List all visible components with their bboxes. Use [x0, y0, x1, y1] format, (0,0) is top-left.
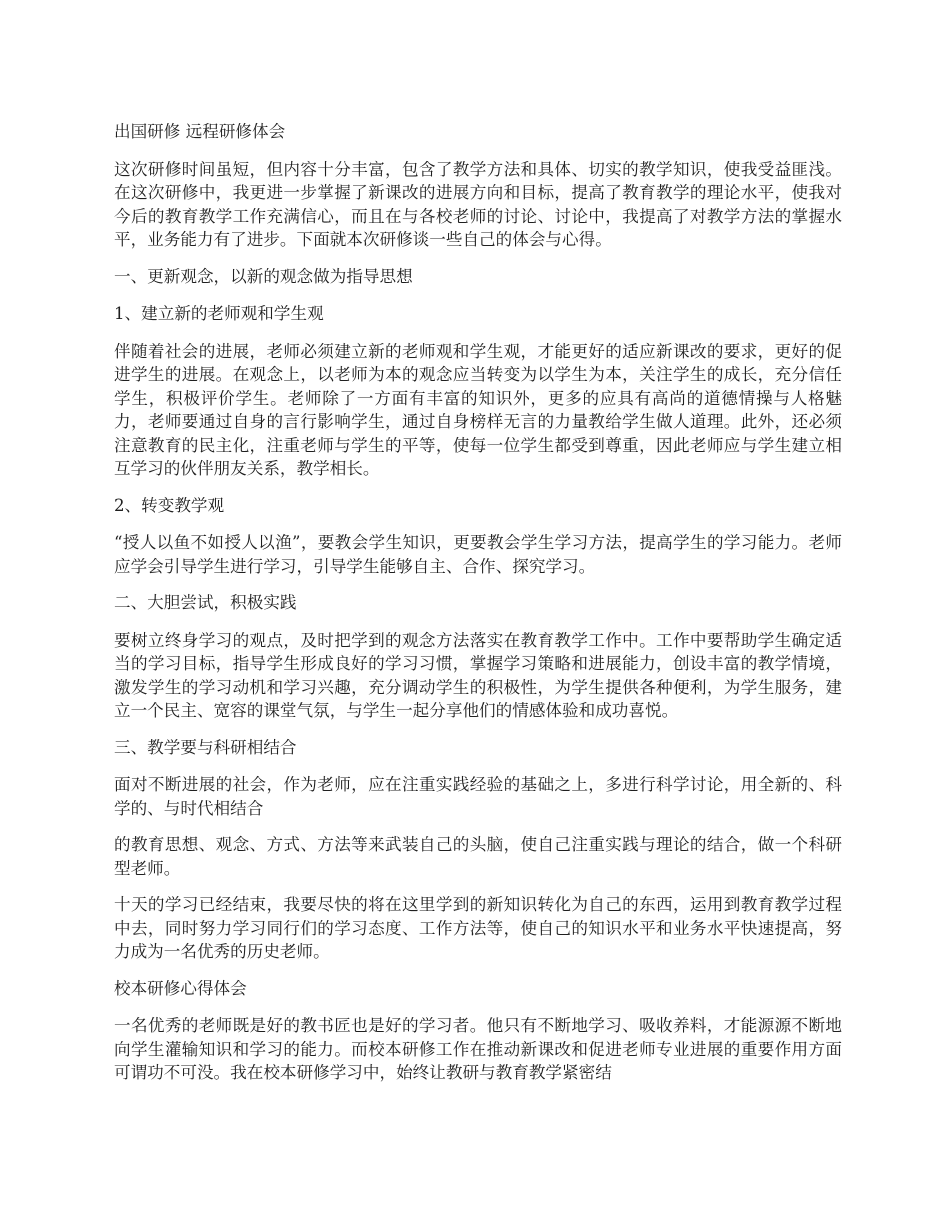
subsection-heading-1: 1、建立新的老师观和学生观: [114, 304, 324, 323]
section-heading-3: 三、教学要与科研相结合: [114, 737, 297, 757]
body-paragraph: 伴随着社会的进展，老师必须建立新的老师观和学生观，才能更好的适应新课改的要求，更好的促进学生的进展。在观念上，以老师为本的观念应当转变为以学生为本，关注学生的成长，充分信任学生，积极评价学生。老师除了一方面有丰富的知识外，更多的应具有高尚的道德情操与人格魅力，老师要通过自身的言行影响学生，通过自身榜样无言的力量教给学生做人道理。此外，还必须注意教育的民主化，注重老师与学生的平等，使每一位学生都受到尊重，因此老师应与学生建立相互学习的伙伴朋友关系，教学相长。: [114, 341, 842, 478]
body-paragraph: 一名优秀的老师既是好的教书匠也是好的学习者。他只有不断地学习、吸收养料，才能源源不断地向学生灌输知识和学习的能力。而校本研修工作在推动新课改和促进老师专业进展的重要作用方面可谓功不可没。我在校本研修学习中，始终让教研与教育教学紧密结: [114, 1016, 842, 1082]
body-paragraph: 十天的学习已经结束，我要尽快的将在这里学到的新知识转化为自己的东西，运用到教育教学过程中去，同时努力学习同行们的学习态度、工作方法等，使自己的知识水平和业务水平快速提高，努力成为一名优秀的历史老师。: [114, 895, 842, 961]
body-paragraph: 面对不断进展的社会，作为老师，应在注重实践经验的基础之上，多进行科学讨论，用全新的、科学的、与时代相结合: [114, 775, 842, 818]
subsection-heading-2: 2、转变教学观: [114, 495, 225, 515]
intro-paragraph: 这次研修时间虽短，但内容十分丰富，包含了教学方法和具体、切实的教学知识，使我受益匪浅。在这次研修中，我更进一步掌握了新课改的进展方向和目标，提高了教育教学的理论水平，使我对今后的教育教学工作充满信心，而且在与各校老师的讨论、讨论中，我提高了对教学方法的掌握水平，业务能力有了进步。下面就本次研修谈一些自己的体会与心得。: [114, 159, 842, 249]
body-paragraph: 要树立终身学习的观点，及时把学到的观念方法落实在教育教学工作中。工作中要帮助学生确定适当的学习目标，指导学生形成良好的学习习惯，掌握学习策略和进展能力，创设丰富的教学情境，激发学生的学习动机和学习兴趣，充分调动学生的积极性，为学生提供各种便利，为学生服务，建立一个民主、宽容的课堂气氛，与学生一起分享他们的情感体验和成功喜悦。: [114, 630, 842, 720]
body-paragraph: 的教育思想、观念、方式、方法等来武装自己的头脑，使自己注重实践与理论的结合，做一个科研型老师。: [114, 835, 842, 878]
document-title: 出国研修 远程研修体会: [114, 122, 286, 141]
section-heading-1: 一、更新观念，以新的观念做为指导思想: [114, 266, 413, 286]
body-paragraph: “授人以鱼不如授人以渔”，要教会学生知识，更要教会学生学习方法，提高学生的学习能力。老师应学会引导学生进行学习，引导学生能够自主、合作、探究学习。: [114, 533, 842, 576]
document-page: [114, 120, 842, 1098]
section-heading-4: 校本研修心得体会: [114, 978, 247, 998]
section-heading-2: 二、大胆尝试，积极实践: [114, 593, 297, 612]
